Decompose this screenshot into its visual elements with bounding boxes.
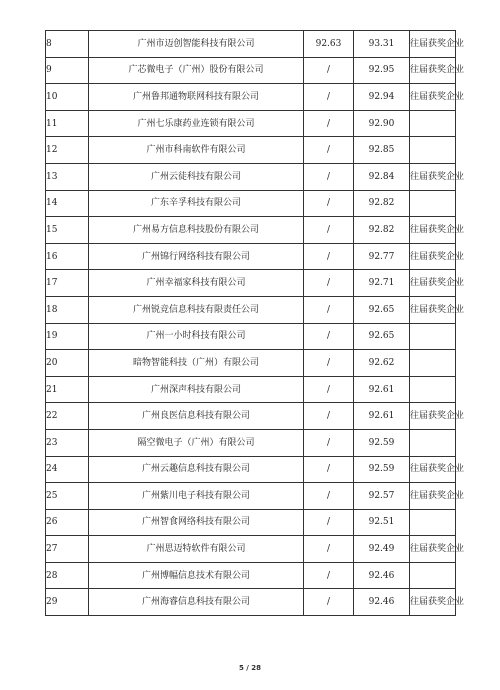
remark-cell: 往届获奖企业 [410, 296, 456, 323]
table-row [46, 403, 456, 430]
row-number-cell: 24 [46, 456, 89, 483]
first-score-cell: 92.63 [304, 31, 354, 58]
page-number: 5 / 28 [238, 664, 262, 672]
first-score-cell: / [304, 190, 354, 217]
company-name-cell: 广州七乐康药业连锁有限公司 [89, 110, 304, 137]
remark-cell: 往届获奖企业 [410, 163, 456, 190]
table-row [46, 296, 456, 323]
table-row [46, 190, 456, 217]
second-score-cell: 92.57 [354, 483, 410, 510]
table-row [46, 483, 456, 510]
second-score-cell: 92.82 [354, 190, 410, 217]
row-number-cell: 26 [46, 509, 89, 536]
company-name-cell: 广州思迈特软件有限公司 [89, 536, 304, 563]
remark-cell [410, 323, 456, 350]
remark-cell: 往届获奖企业 [410, 57, 456, 84]
table-row [46, 429, 456, 456]
first-score-cell: / [304, 270, 354, 297]
table-row [46, 217, 456, 244]
second-score-cell: 93.31 [354, 31, 410, 58]
remark-cell [410, 137, 456, 164]
row-number-cell: 14 [46, 190, 89, 217]
remark-cell [410, 350, 456, 377]
company-name-cell: 广州紫川电子科技有限公司 [89, 483, 304, 510]
remark-cell [410, 562, 456, 589]
company-name-cell: 广州锐竞信息科技有限责任公司 [89, 296, 304, 323]
row-number-cell: 9 [46, 57, 89, 84]
first-score-cell: / [304, 456, 354, 483]
remark-cell: 往届获奖企业 [410, 536, 456, 563]
table-row [46, 509, 456, 536]
second-score-cell: 92.65 [354, 296, 410, 323]
remark-cell: 往届获奖企业 [410, 243, 456, 270]
ranking-table-body [46, 31, 465, 616]
company-name-cell: 广州深声科技有限公司 [89, 376, 304, 403]
table-row [46, 536, 456, 563]
remark-cell [410, 376, 456, 403]
row-number-cell: 13 [46, 163, 89, 190]
second-score-cell: 92.94 [354, 84, 410, 111]
row-number-cell: 11 [46, 110, 89, 137]
first-score-cell: / [304, 536, 354, 563]
first-score-cell: / [304, 429, 354, 456]
row-number-cell: 28 [46, 562, 89, 589]
first-score-cell: / [304, 323, 354, 350]
second-score-cell: 92.46 [354, 589, 410, 616]
row-number-cell: 22 [46, 403, 89, 430]
row-number-cell: 15 [46, 217, 89, 244]
company-name-cell: 广芯微电子（广州）股份有限公司 [89, 57, 304, 84]
table-row [46, 323, 456, 350]
second-score-cell: 92.51 [354, 509, 410, 536]
remark-cell: 往届获奖企业 [410, 589, 456, 616]
first-score-cell: / [304, 350, 354, 377]
remark-cell: 往届获奖企业 [410, 456, 456, 483]
first-score-cell: / [304, 110, 354, 137]
table-row [46, 57, 456, 84]
row-number-cell: 10 [46, 84, 89, 111]
remark-cell: 往届获奖企业 [410, 403, 456, 430]
table-row [46, 456, 456, 483]
second-score-cell: 92.95 [354, 57, 410, 84]
row-number-cell: 27 [46, 536, 89, 563]
remark-cell: 往届获奖企业 [410, 483, 456, 510]
company-name-cell: 广州锦行网络科技有限公司 [89, 243, 304, 270]
remark-cell [410, 429, 456, 456]
first-score-cell: / [304, 296, 354, 323]
first-score-cell: / [304, 376, 354, 403]
first-score-cell: / [304, 589, 354, 616]
row-number-cell: 8 [46, 31, 89, 58]
ranking-table [45, 30, 465, 616]
remark-cell: 往届获奖企业 [410, 31, 456, 58]
table-row [46, 31, 456, 58]
row-number-cell: 18 [46, 296, 89, 323]
table-row [46, 163, 456, 190]
first-score-cell: / [304, 562, 354, 589]
row-number-cell: 16 [46, 243, 89, 270]
first-score-cell: / [304, 217, 354, 244]
second-score-cell: 92.46 [354, 562, 410, 589]
second-score-cell: 92.85 [354, 137, 410, 164]
company-name-cell: 广东辛孚科技有限公司 [89, 190, 304, 217]
remark-cell [410, 110, 456, 137]
company-name-cell: 广州幸福家科技有限公司 [89, 270, 304, 297]
second-score-cell: 92.90 [354, 110, 410, 137]
second-score-cell: 92.84 [354, 163, 410, 190]
second-score-cell: 92.61 [354, 376, 410, 403]
row-number-cell: 20 [46, 350, 89, 377]
first-score-cell: / [304, 483, 354, 510]
second-score-cell: 92.65 [354, 323, 410, 350]
company-name-cell: 广州智食网络科技有限公司 [89, 509, 304, 536]
second-score-cell: 92.77 [354, 243, 410, 270]
remark-cell: 往届获奖企业 [410, 270, 456, 297]
row-number-cell: 17 [46, 270, 89, 297]
company-name-cell: 广州博幅信息技术有限公司 [89, 562, 304, 589]
first-score-cell: / [304, 403, 354, 430]
remark-cell [410, 509, 456, 536]
company-name-cell: 暗物智能科技（广州）有限公司 [89, 350, 304, 377]
company-name-cell: 广州一小时科技有限公司 [89, 323, 304, 350]
remark-cell: 往届获奖企业 [410, 84, 456, 111]
table-row [46, 376, 456, 403]
second-score-cell: 92.62 [354, 350, 410, 377]
company-name-cell: 广州云徒科技有限公司 [89, 163, 304, 190]
company-name-cell: 广州良医信息科技有限公司 [89, 403, 304, 430]
first-score-cell: / [304, 84, 354, 111]
company-name-cell: 广州市迈创智能科技有限公司 [89, 31, 304, 58]
first-score-cell: / [304, 163, 354, 190]
table-row [46, 589, 456, 616]
second-score-cell: 92.49 [354, 536, 410, 563]
row-number-cell: 19 [46, 323, 89, 350]
remark-cell [410, 190, 456, 217]
table-row [46, 270, 456, 297]
table-row [46, 350, 456, 377]
table-row [46, 137, 456, 164]
table-row [46, 243, 456, 270]
remark-cell: 往届获奖企业 [410, 217, 456, 244]
table-row [46, 84, 456, 111]
second-score-cell: 92.71 [354, 270, 410, 297]
second-score-cell: 92.61 [354, 403, 410, 430]
table-row [46, 562, 456, 589]
first-score-cell: / [304, 243, 354, 270]
company-name-cell: 广州易方信息科技股份有限公司 [89, 217, 304, 244]
second-score-cell: 92.59 [354, 456, 410, 483]
first-score-cell: / [304, 137, 354, 164]
row-number-cell: 29 [46, 589, 89, 616]
company-name-cell: 广州海睿信息科技有限公司 [89, 589, 304, 616]
first-score-cell: / [304, 509, 354, 536]
company-name-cell: 广州市科南软件有限公司 [89, 137, 304, 164]
second-score-cell: 92.59 [354, 429, 410, 456]
row-number-cell: 12 [46, 137, 89, 164]
row-number-cell: 23 [46, 429, 89, 456]
row-number-cell: 25 [46, 483, 89, 510]
second-score-cell: 92.82 [354, 217, 410, 244]
row-number-cell: 21 [46, 376, 89, 403]
company-name-cell: 隔空微电子（广州）有限公司 [89, 429, 304, 456]
table-row [46, 110, 456, 137]
first-score-cell: / [304, 57, 354, 84]
company-name-cell: 广州云趣信息科技有限公司 [89, 456, 304, 483]
company-name-cell: 广州鲁邦通物联网科技有限公司 [89, 84, 304, 111]
